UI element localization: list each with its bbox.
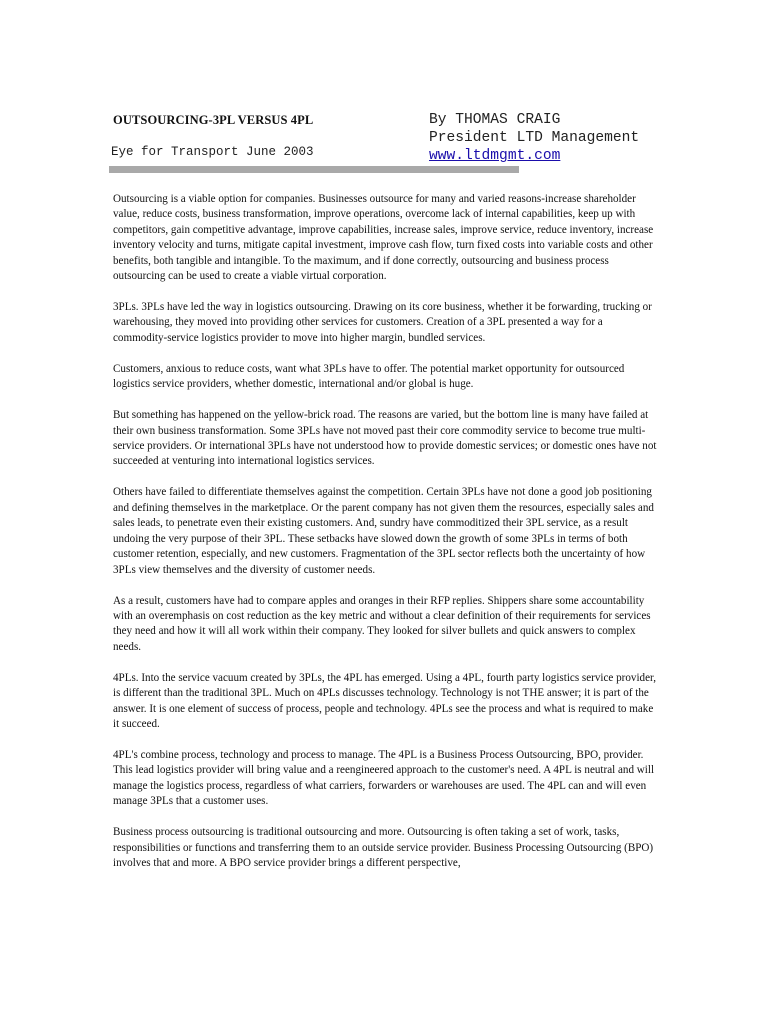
paragraph: As a result, customers have had to compare apples and oranges in their RFP replies. Shippers share some accountability with an overemphasis on cost reduction as the key metric and without a clear definition of their requirements for services they need and how it will all work within their company. They looked for silver bullets and quick answers to complex needs. <box>113 594 651 653</box>
paragraph: Customers, anxious to reduce costs, want what 3PLs have to offer. The potential market opportunity for outsourced logistics service providers, whether domestic, international and/or global is huge. <box>113 362 625 391</box>
paragraph: But something has happened on the yellow-brick road. The reasons are varied, but the bottom line is many have failed at their own business transformation. Some 3PLs have not moved past their core commodity service to become true multi-service providers. Or international 3PLs have not understood how to provide domestic services; or domestic ones have not succeeded at venturing into international logistics services. <box>113 409 657 468</box>
author-name: By THOMAS CRAIG <box>429 112 561 128</box>
article-body <box>113 192 658 887</box>
header-rule <box>109 166 519 173</box>
paragraph: Outsourcing is a viable option for companies. Businesses outsource for many and varied reasons-increase shareholder value, reduce costs, business transformation, improve operations, overcome lack of internal capabilities, keep up with competitors, gain competitive advantage, improve capabilities, increase sales, improve service, reduce inventory, increase inventory velocity and turns, mitigate capital investment, improve cash flow, turn fixed costs into variable costs and other benefits, both tangible and intangible. To the maximum, and if done correctly, outsourcing and business process outsourcing can be used to create a viable virtual corporation. <box>113 193 654 283</box>
paragraph: 3PLs. 3PLs have led the way in logistics outsourcing. Drawing on its core business, whether it be forwarding, trucking or warehousing, they moved into providing other services for customers. Creation of a 3PL presented a way for a commodity-service logistics provider to move into higher margin, bundled services. <box>113 301 652 344</box>
paragraph: Others have failed to differentiate themselves against the competition. Certain 3PLs have not done a good job positioning and defining themselves in the marketplace. Or the parent company has not given them the resources, especially sales and sales leads, to penetrate even their existing customers. And, sundry have commoditized their 3PL service, as a result undoing the very purpose of their 3PL. These setbacks have slowed down the growth of some 3PLs in terms of both customer retention, especially, and new customers. Fragmentation of the 3PL sector reflects both the uncertainty of how 3PLs view themselves and the diversity of customer needs. <box>113 486 654 576</box>
paragraph: 4PLs. Into the service vacuum created by 3PLs, the 4PL has emerged. Using a 4PL, fourth party logistics service provider, is different than the traditional 3PL. Much on 4PLs discusses technology. Technology is not THE answer; it is part of the answer. It is one element of success of process, people and technology. 4PLs see the process and what is required to make it succeed. <box>113 671 657 730</box>
paragraph: 4PL's combine process, technology and process to manage. The 4PL is a Business Process Outsourcing, BPO, provider. This lead logistics provider will bring value and a reengineered approach to the customer's need. A 4PL is neutral and will manage the logistics process, regardless of what carriers, forwarders or warehouses are used. The 4PL can and will even manage 3PLs that a customer uses. <box>113 748 655 808</box>
byline <box>429 111 639 165</box>
paragraph: Business process outsourcing is traditional outsourcing and more. Outsourcing is often taking a set of work, tasks, responsibilities or functions and transferring them to an outside service provider. Business Processing Outsourcing (BPO) involves that and more. A BPO service provider brings a different perspective, <box>113 826 654 869</box>
author-role: President LTD Management <box>429 130 640 146</box>
website-link[interactable]: www.ltdmgmt.com <box>429 148 561 164</box>
document-title: OUTSOURCING-3PL VERSUS 4PL <box>113 113 314 127</box>
source-line: Eye for Transport June 2003 <box>111 145 314 159</box>
